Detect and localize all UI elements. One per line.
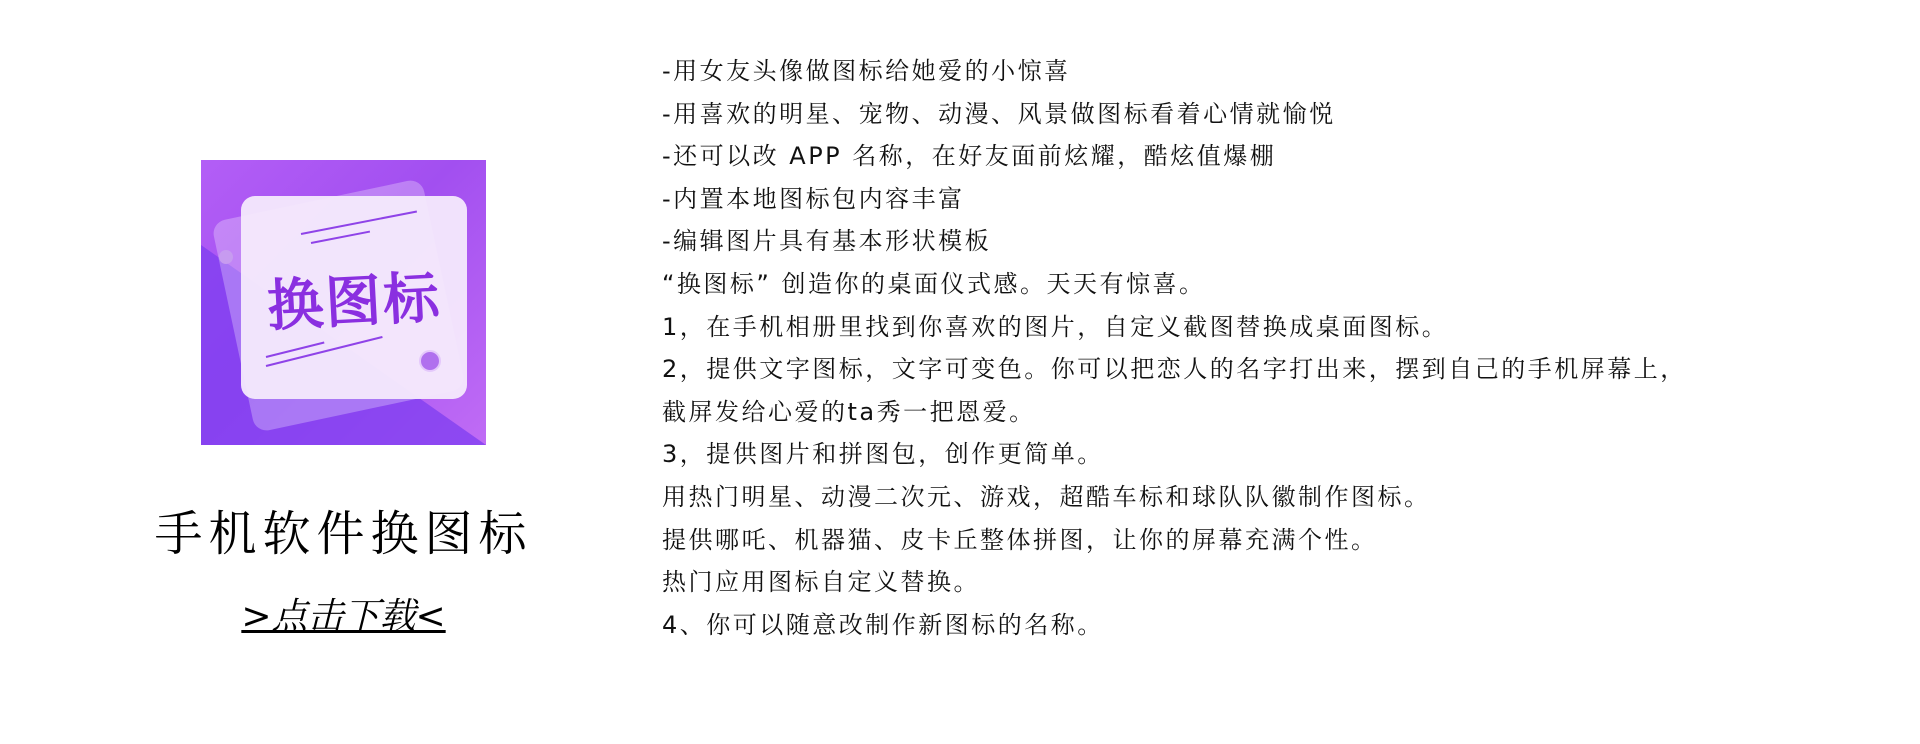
icon-label: 换图标 [265,265,443,340]
app-title: 手机软件换图标 [154,506,533,562]
description-line: -编辑图片具有基本形状模板 [662,227,992,256]
description-line: 1，在手机相册里找到你喜欢的图片，自定义截图替换成桌面图标。 [662,312,1449,341]
description-line: -用喜欢的明星、宠物、动漫、风景做图标看着心情就愉悦 [662,99,1336,128]
description-line: -内置本地图标包内容丰富 [662,184,965,213]
description-line: 热门应用图标自定义替换。 [662,568,980,597]
description-line: -还可以改 APP 名称，在好友面前炫耀，酷炫值爆棚 [662,142,1277,171]
download-link[interactable]: >点击下载< [241,596,446,637]
description-line: “换图标” 创造你的桌面仪式感。天天有惊喜。 [662,269,1206,298]
app-icon[interactable] [201,160,486,445]
description-line: 提供哪吒、机器猫、皮卡丘整体拼图，让你的屏幕充满个性。 [662,525,1378,554]
description-block [662,50,1862,646]
description-line: 用热门明星、动漫二次元、游戏，超酷车标和球队队徽制作图标。 [662,482,1431,511]
description-line: -用女友头像做图标给她爱的小惊喜 [662,57,1071,85]
icon-deco-dot [219,250,233,264]
icon-deco-dot [419,350,441,372]
description-line: 3，提供图片和拼图包，创作更简单。 [662,440,1104,469]
app-card [120,160,540,660]
description-line: 4、你可以随意改制作新图标的名称。 [662,610,1104,639]
description-line: 2，提供文字图标，文字可变色。你可以把恋人的名字打出来，摆到自己的手机屏幕上， [662,355,1687,384]
description-line: 截屏发给心爱的ta秀一把恩爱。 [662,397,1036,426]
